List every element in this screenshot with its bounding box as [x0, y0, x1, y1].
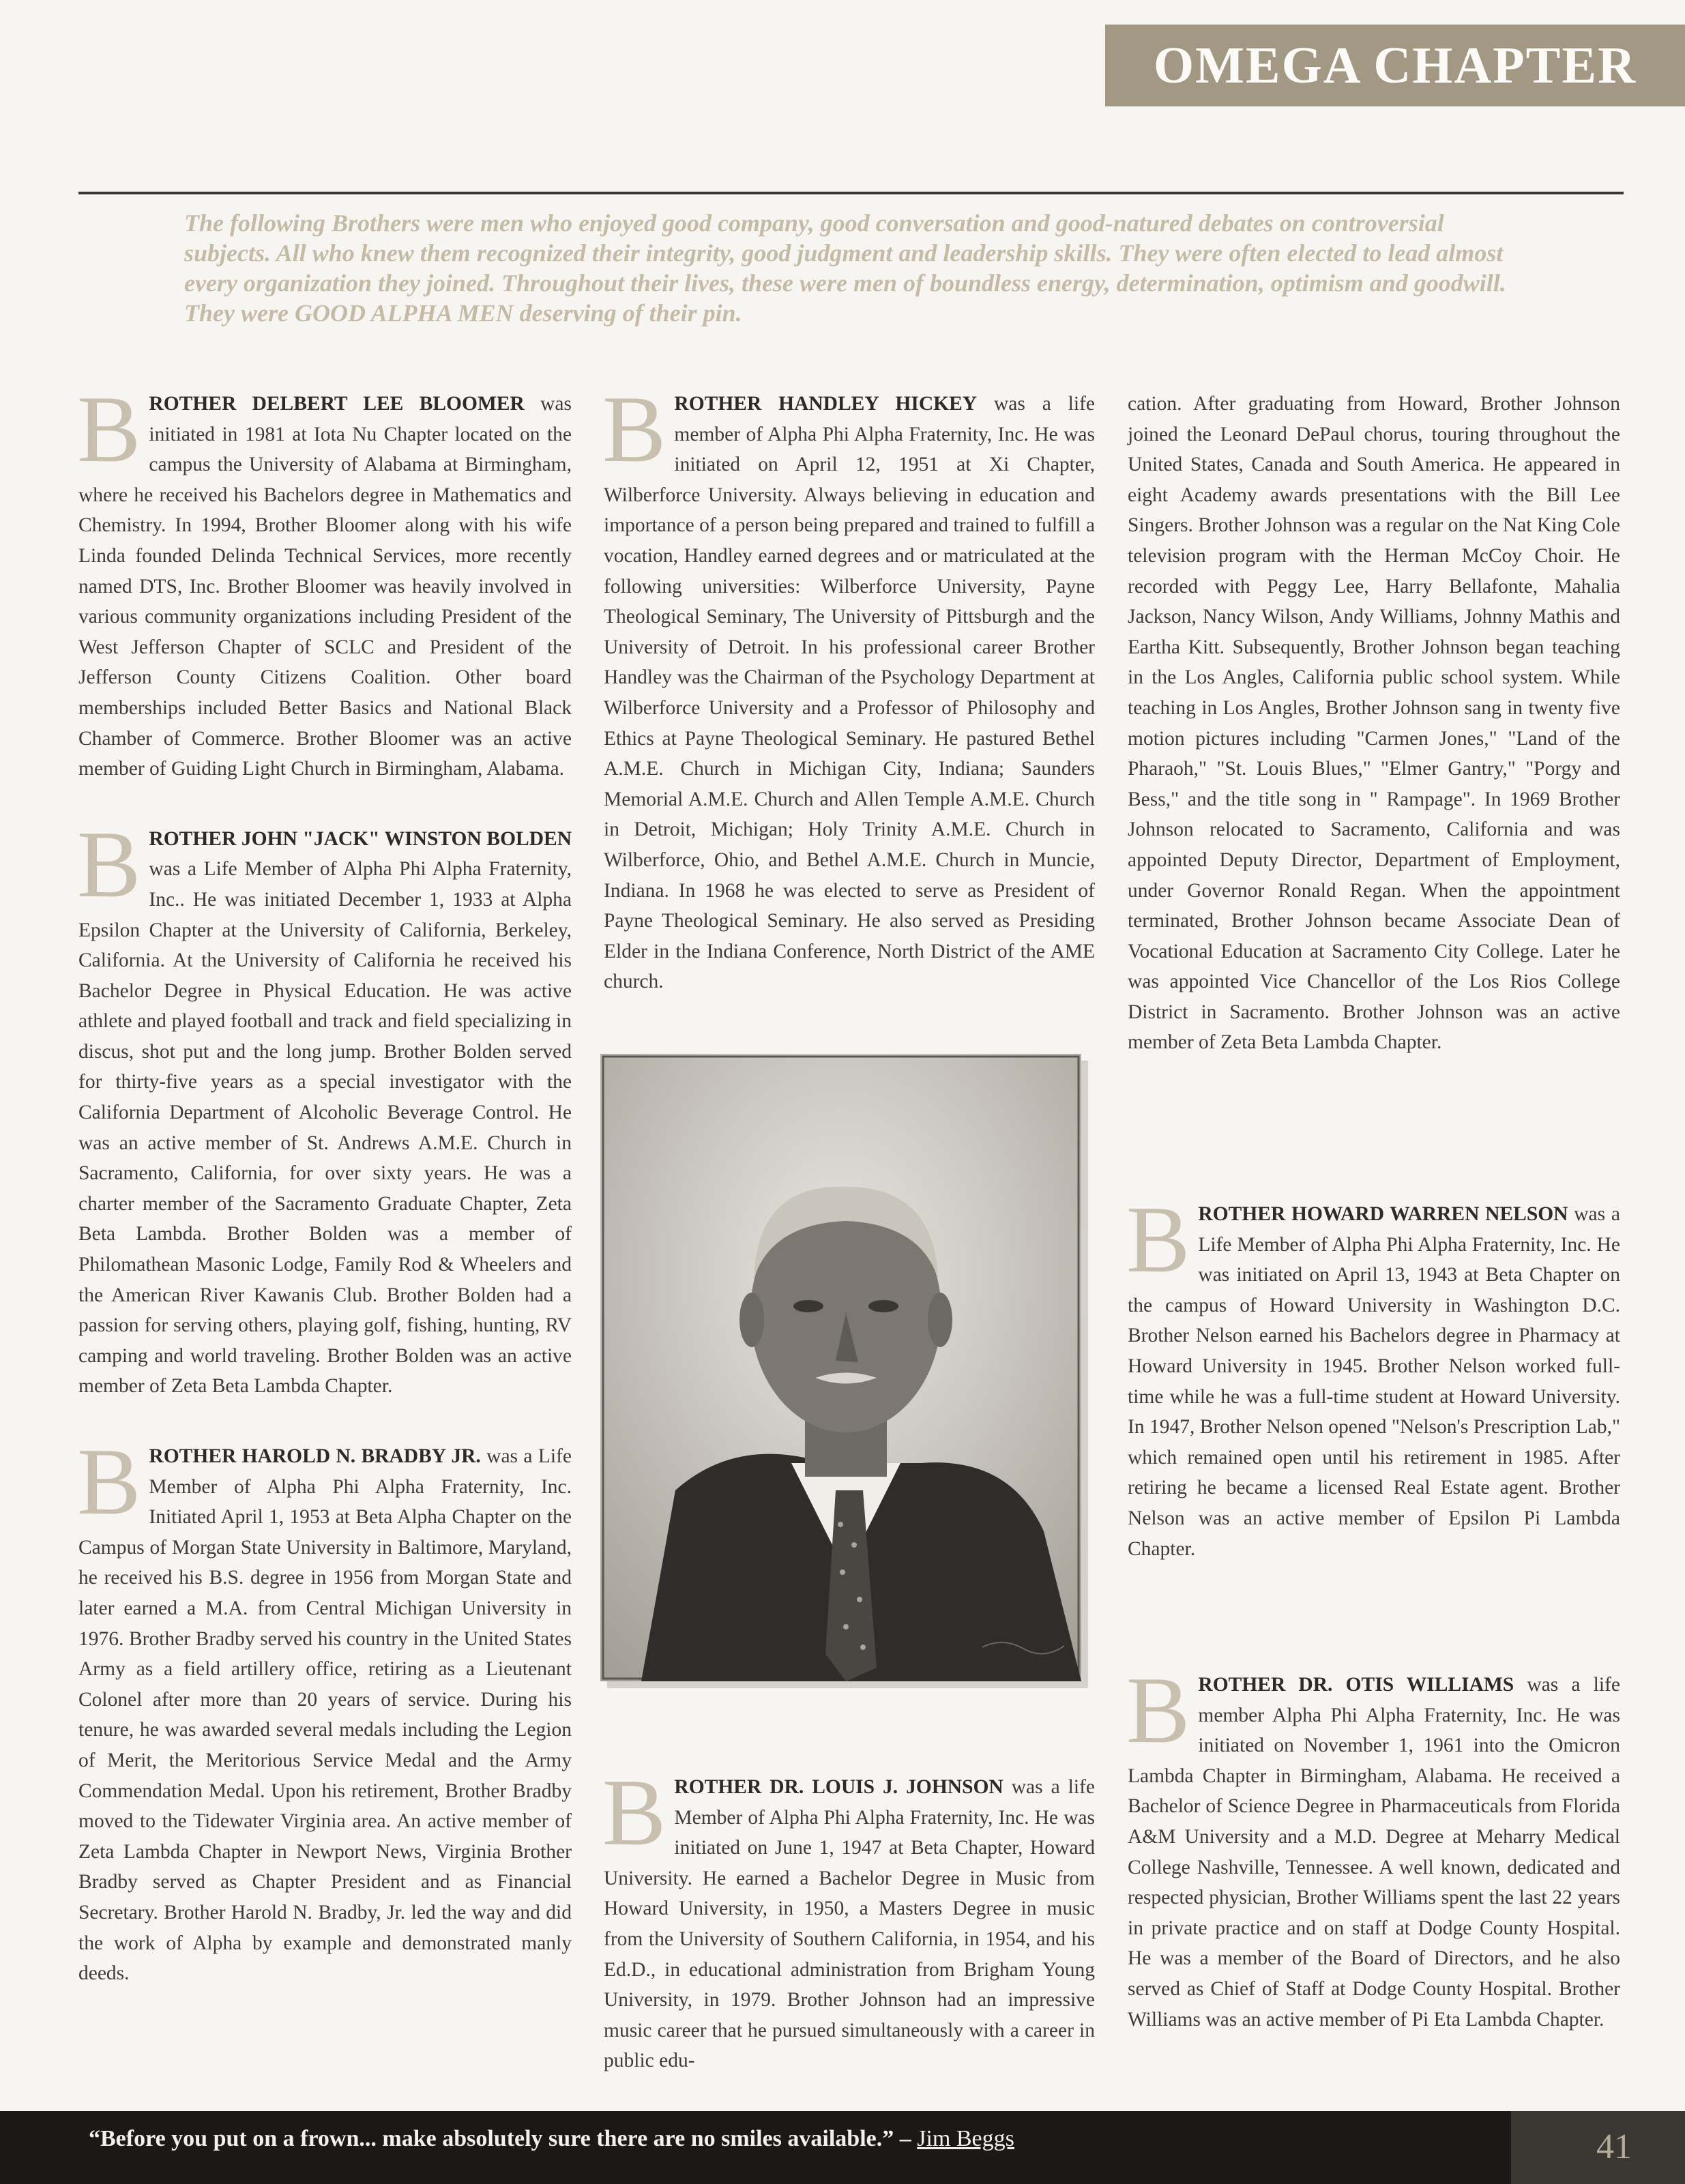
bio-bloomer	[77, 377, 572, 784]
bio-williams	[1126, 1657, 1620, 2035]
bio-name: ROTHER HAROLD N. BRADBY JR.	[149, 1445, 481, 1467]
portrait-photo	[600, 1054, 1081, 1681]
bio-text: was a Life Member of Alpha Phi Alpha Fraternity, Inc. He was initiated on April 13, 1943 at Beta Chapter on the campus of Howard University in Washington D.C. Brother Nelson earned his Bachelors degree in Pharmacy at Howard University in 1945. Brother Nelson worked full-time while he was a full-time student at Howard University. In 1947, Brother Nelson opened "Nelson's Prescription Lab," which remained open until his retirement in 1985. After retiring he became a licensed Real Estate agent. Brother Nelson was an active member of Epsilon Pi Lambda Chapter.	[1128, 1203, 1620, 1560]
bio-text: was a life Member of Alpha Phi Alpha Fraternity, Inc. He was initiated on June 1, 1947 at Beta Chapter, Howard University. He earned a Bachelor Degree in Music from Howard University, in 1950, a Masters Degree in music from the University of Southern California, in 1954, and his Ed.D., in educational administration from Brigham Young University, in 1979. Brother Johnson had an impressive music career that he pursued simultaneously with a career in public edu-	[604, 1776, 1095, 2072]
header-rule	[78, 192, 1624, 194]
bio-johnson-continued: cation. After graduating from Howard, Brother Johnson joined the Leonard DePaul chorus, touring throughout the United States, Canada and South America. He appeared in eight Academy awards presentations with the Bill Lee Singers. Brother Johnson was a regular on the Nat King Cole television program with the Herman McCoy Choir. He recorded with Peggy Lee, Harry Bellafonte, Mahalia Jackson, Nancy Wilson, Andy Williams, Johnny Mathis and Eartha Kitt. Subsequently, Brother Johnson began teaching in the Los Angles, California public school system. While teaching in Los Angles, Brother Johnson sang in twenty five motion pictures including "Carmen Jones," "Land of the Pharaoh," "St. Louis Blues," "Elmer Gantry," "Porgy and Bess," and the title song in " Rampage". In 1969 Brother Johnson relocated to Sacramento, California and was appointed Deputy Director, Department of Employment, under Governor Ronald Regan. When the appointment terminated, Brother Johnson became Associate Dean of Vocational Education at Sacramento City College. Later he was appointed Vice Chancellor of the Los Rios College District in Sacramento. Brother Johnson was an active member of Zeta Beta Lambda Chapter.	[1128, 393, 1620, 1054]
column-middle	[602, 377, 1095, 997]
drop-cap: B	[602, 1760, 666, 1865]
bio-bolden	[77, 811, 572, 1402]
bio-johnson	[602, 1760, 1095, 2076]
intro-paragraph: The following Brothers were men who enjoyed good company, good conversation and good-natured debates on controversial subjects. All who knew them recognized their integrity, good judgment and leadership skills. They were often elected to lead almost every organization they joined. Throughout their lives, these were men of boundless energy, determination, optimism and goodwill. They were GOOD ALPHA MEN deserving of their pin.	[184, 209, 1506, 327]
bio-text: was a Life Member of Alpha Phi Alpha Fraternity, Inc.. He was initiated December 1, 1933 at Alpha Epsilon Chapter at the University of California, Berkeley, California. At the University of California he received his Bachelor Degree in Physical Education. He was active athlete and played football and track and field specializing in discus, shot put and the long jump. Brother Bolden served for thirty-five years as a special investigator with the California Department of Alcoholic Beverage Control. He was an active member of St. Andrews A.M.E. Church in Sacramento, California, for over sixty years. He was a charter member of the Sacramento Graduate Chapter, Zeta Beta Lambda. Brother Bolden was a member of Philomathean Masonic Lodge, Family Rod & Wheelers and the American River Kawanis Club. Brother Bolden had a passion for serving others, playing golf, fishing, hunting, RV camping and world traveling. Brother Bolden was an active member of Zeta Beta Lambda Chapter.	[78, 858, 572, 1398]
bio-hickey	[602, 377, 1095, 997]
bio-text: was a Life Member of Alpha Phi Alpha Fraternity, Inc. Initiated April 1, 1953 at Beta Alpha Chapter on the Campus of Morgan State University in Baltimore, Maryland, he received his B.S. degree in 1956 from Morgan State and later earned a M.A. from Central Michigan University in 1976. Brother Bradby served his country in the United States Army as a field artillery office, retiring as a Lieutenant Colonel after more than 20 years of service. During his tenure, he was awarded several medals including the Legion of Merit, the Meritorious Service Medal and the Army Commendation Medal. Upon his retirement, Brother Bradby moved to the Tidewater Virginia area. An active member of Zeta Lambda Chapter in Newport News, Virginia Brother Bradby served as Chapter President and as Financial Secretary. Brother Harold N. Bradby, Jr. led the way and did the work of Alpha by example and demonstrated manly deeds.	[78, 1445, 572, 1985]
bio-name: ROTHER DR. LOUIS J. JOHNSON	[674, 1776, 1003, 1798]
bio-text: was initiated in 1981 at Iota Nu Chapter located on the campus the University of Alabama at Birmingham, where he received his Bachelors degree in Mathematics and Chemistry. In 1994, Brother Bloomer along with his wife Linda founded Delinda Technical Services, more recently named DTS, Inc. Brother Bloomer was heavily involved in various community organizations including President of the West Jefferson Chapter of SCLC and President of the Jefferson County Citizens Coalition. Other board memberships included Better Basics and National Black Chamber of Commerce. Brother Bloomer was an active member of Guiding Light Church in Birmingham, Alabama.	[78, 393, 572, 780]
bio-name: ROTHER DELBERT LEE BLOOMER	[149, 393, 525, 415]
bio-name: ROTHER DR. OTIS WILLIAMS	[1198, 1674, 1514, 1696]
bio-name: ROTHER JOHN "JACK" WINSTON BOLDEN	[149, 827, 572, 850]
drop-cap: B	[77, 377, 141, 482]
drop-cap: B	[1126, 1187, 1190, 1293]
drop-cap: B	[77, 1429, 141, 1535]
column-right	[1128, 389, 1620, 1058]
footer-quote	[89, 2126, 1014, 2152]
chapter-title-banner	[1105, 25, 1685, 106]
portrait-illustration	[600, 1054, 1081, 1681]
drop-cap: B	[1126, 1657, 1190, 1763]
page-number: 41	[1596, 2127, 1632, 2166]
drop-cap: B	[602, 377, 666, 482]
bio-text: was a life member Alpha Phi Alpha Fraternity, Inc. He was initiated on November 1, 1961 into the Omicron Lambda Chapter in Birmingham, Alabama. He received a Bachelor of Science Degree in Pharmaceuticals from Florida A&M University and a M.D. Degree at Meharry Medical College Nashville, Tennessee. A well known, dedicated and respected physician, Brother Williams spent the last 22 years in private practice and on staff at Dodge County Hospital. He was a member of the Board of Directors, and he also served as Chief of Staff at Dodge County Hospital. Brother Williams was an active member of Pi Eta Lambda Chapter.	[1128, 1674, 1620, 2031]
quote-author: Jim Beggs	[917, 2126, 1014, 2151]
bio-nelson	[1126, 1187, 1620, 1564]
drop-cap: B	[77, 811, 141, 917]
bio-bradby	[77, 1429, 572, 1989]
quote-text: “Before you put on a frown... make absolutely sure there are no smiles available.” –	[89, 2126, 918, 2151]
bio-name: ROTHER HANDLEY HICKEY	[674, 393, 978, 415]
bio-name: ROTHER HOWARD WARREN NELSON	[1198, 1203, 1568, 1225]
column-left	[77, 377, 572, 1989]
bio-text: was a life member of Alpha Phi Alpha Fraternity, Inc. He was initiated on April 12, 1951 at Xi Chapter, Wilberforce University. Always believing in education and importance of a person being prepared and trained to fulfill a vocation, Handley earned degrees and or matriculated at the following universities: Wilberforce University, Payne Theological Seminary, The University of Pittsburgh and the University of Detroit. In his professional career Brother Handley was the Chairman of the Psychology Department at Wilberforce University and a Professor of Philosophy and Ethics at Payne Theological Seminary. He pastured Bethel A.M.E. Church in Michigan City, Indiana; Saunders Memorial A.M.E. Church and Allen Temple A.M.E. Church in Detroit, Michigan; Holy Trinity A.M.E. Church in Wilberforce, Ohio, and Bethel A.M.E. Church in Muncie, Indiana. In 1968 he was elected to serve as President of Payne Theological Seminary. He also served as Presiding Elder in the Indiana Conference, North District of the AME church.	[604, 393, 1095, 993]
chapter-title: OMEGA CHAPTER	[1154, 36, 1637, 94]
